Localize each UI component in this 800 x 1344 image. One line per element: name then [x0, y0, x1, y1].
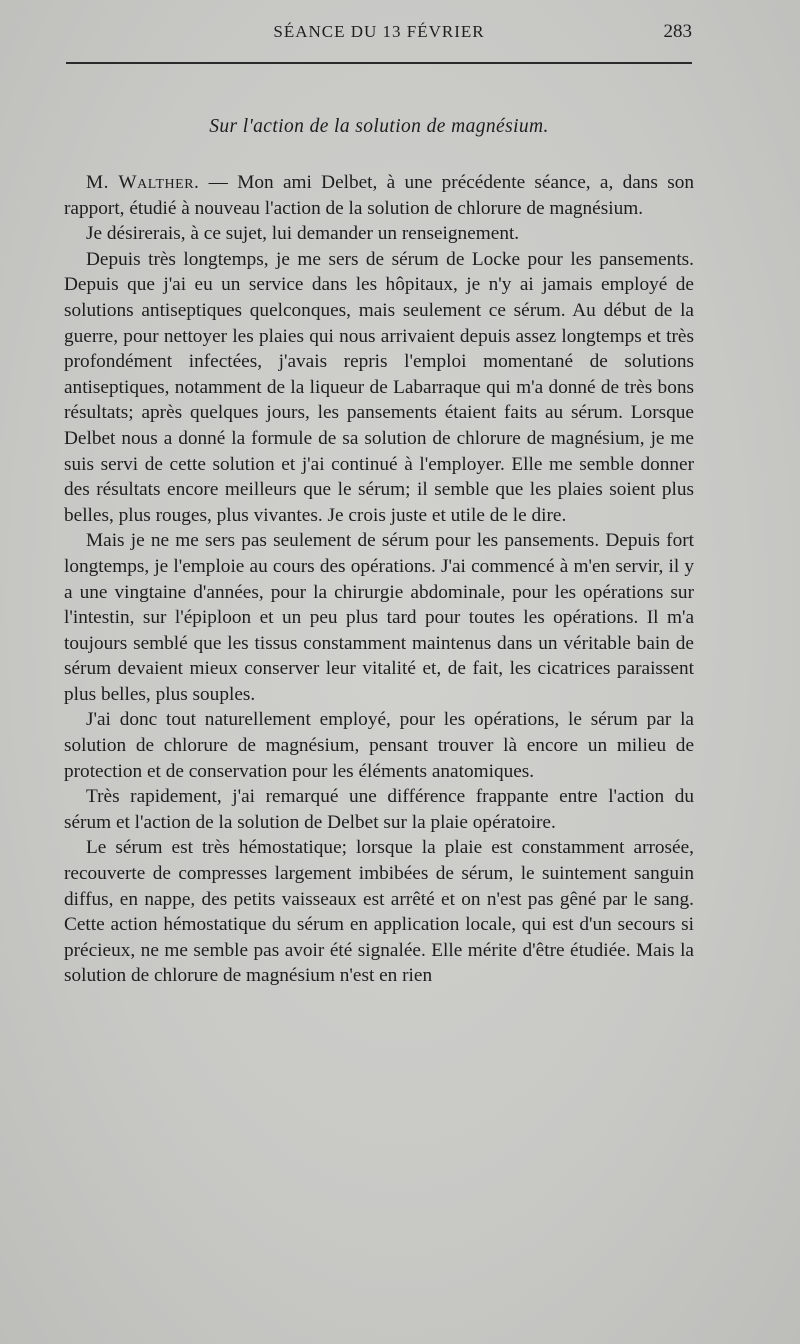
- page-number: 283: [663, 21, 692, 42]
- paragraph-text: — Mon ami Delbet, à une précédente séance, a, dans son rapport, étudié à nouveau l'action de la solution de chlorure de magnésium.: [64, 172, 694, 219]
- paragraph: J'ai donc tout naturellement employé, pour les opérations, le sérum par la solution de chlorure de magnésium, pensant trouver là encore un milieu de protection et de conservation pour les éléments anatomiques.: [64, 709, 694, 782]
- paragraph: Depuis très longtemps, je me sers de sérum de Locke pour les pansements. Depuis que j'ai eu un service dans les hôpitaux, je n'y ai jamais employé de solutions antiseptiques quelconques, mais seulement ce sérum. Au début de la guerre, pour nettoyer les plaies qui nous arrivaient depuis assez longtemps et très profondément infectées, j'avais repris l'emploi momentané de solutions antiseptiques, notamment de la liqueur de Labarraque qui m'a donné de très bons résultats; après quelques jours, les pansements étaient faits au sérum. Lorsque Delbet nous a donné la formule de sa solution de chlorure de magnésium, je me suis servi de cette solution et j'ai continué à l'employer. Elle me semble donner des résultats encore meilleurs que le sérum; il semble que les plaies soient plus belles, plus rouges, plus vivantes. Je crois juste et utile de le dire.: [64, 248, 694, 526]
- paragraph: Très rapidement, j'ai remarqué une différence frappante entre l'action du sérum et l'action de la solution de Delbet sur la plaie opératoire.: [64, 786, 694, 833]
- paragraph: [64, 170, 694, 221]
- body-text: [64, 170, 694, 989]
- running-head: SÉANCE DU 13 FÉVRIER: [273, 22, 485, 41]
- paragraph: Mais je ne me sers pas seulement de sérum pour les pansements. Depuis fort longtemps, je l'emploie au cours des opérations. J'ai commencé à m'en servir, il y a une vingtaine d'années, pour la chirurgie abdominale, pour les opérations sur l'intestin, sur l'épiploon et un peu plus tard pour toutes les opérations. Il m'a toujours semblé que les tissus constamment maintenus dans un véritable bain de sérum devaient mieux conserver leur vitalité et, de fait, les cicatrices paraissent plus belles, plus souples.: [64, 530, 694, 705]
- header-rule: [66, 62, 692, 64]
- section-title: Sur l'action de la solution de magnésium.: [209, 116, 549, 137]
- document-page: [64, 0, 694, 1344]
- page-header: [64, 22, 694, 46]
- paragraph: Je désirerais, à ce sujet, lui demander un renseignement.: [86, 223, 520, 245]
- paragraph: Le sérum est très hémostatique; lorsque la plaie est constamment arrosée, recouverte de compresses largement imbibées de sérum, le suintement sanguin diffus, en nappe, des petits vaisseaux est arrêté et on n'est pas gêné par le sang. Cette action hémostatique du sérum en application locale, qui est d'un secours si précieux, ne me semble pas avoir été signalée. Elle mérite d'être étudiée. Mais la solution de chlorure de magnésium n'est en rien: [64, 837, 694, 987]
- speaker-name: M. Walther.: [86, 172, 200, 193]
